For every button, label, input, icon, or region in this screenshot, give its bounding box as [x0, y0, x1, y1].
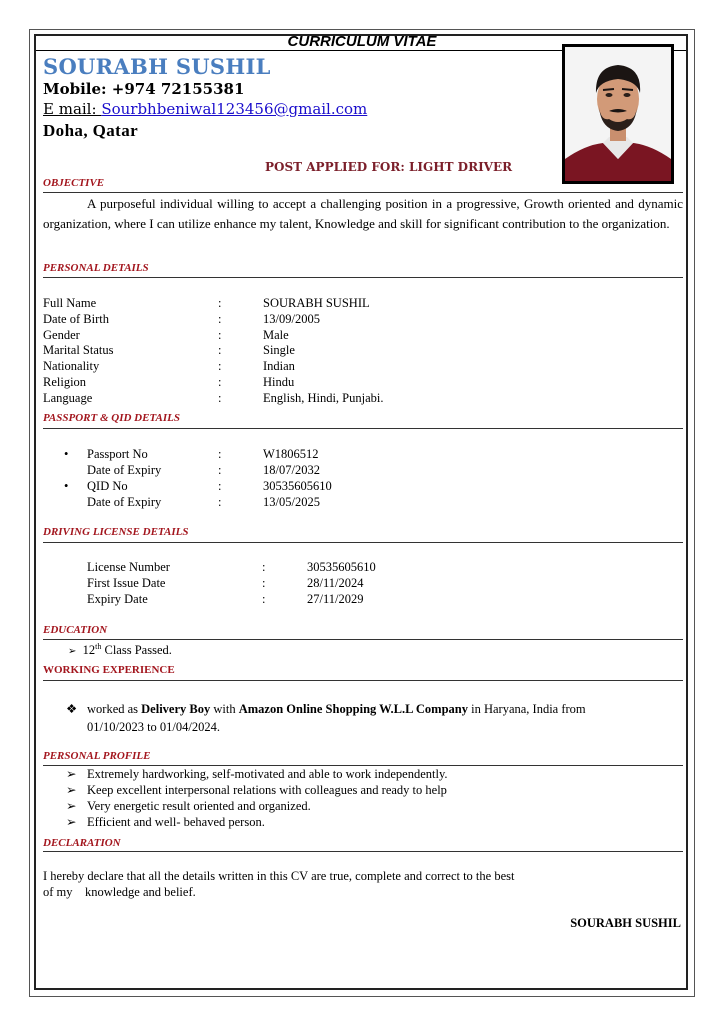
education-text: Class Passed.	[101, 643, 172, 658]
detail-value: Indian	[263, 359, 295, 374]
detail-separator: :	[218, 375, 222, 389]
detail-value: SOURABH SUSHIL	[263, 296, 370, 310]
section-heading-education: EDUCATION	[43, 624, 108, 636]
section-heading-experience: WORKING EXPERIENCE	[43, 664, 175, 676]
detail-label: License Number	[87, 560, 170, 574]
section-heading-profile: PERSONAL PROFILE	[43, 750, 151, 762]
experience-text: in Haryana, India from	[467, 702, 586, 716]
email-label: E mail:	[43, 100, 102, 118]
detail-label: First Issue Date	[87, 576, 166, 590]
detail-separator: :	[218, 495, 222, 509]
section-divider	[43, 277, 683, 278]
education-grade-suffix: th	[95, 642, 102, 651]
detail-separator: :	[218, 311, 222, 326]
detail-label: QID No	[87, 479, 128, 493]
detail-value: Hindu	[263, 375, 295, 389]
city: Doha, Qatar	[43, 121, 139, 140]
mobile-number: Mobile: +974 72155381	[43, 80, 245, 98]
experience-line-1	[87, 701, 586, 717]
detail-value: English, Hindi, Punjabi.	[263, 390, 384, 405]
detail-label: Gender	[43, 327, 80, 342]
section-heading-license: DRIVING LICENSE DETAILS	[43, 526, 189, 538]
detail-value: Single	[263, 343, 295, 358]
detail-separator: :	[218, 390, 222, 405]
profile-photo	[562, 44, 674, 184]
detail-separator: :	[218, 447, 222, 461]
detail-value: Male	[263, 327, 289, 342]
detail-label: Nationality	[43, 359, 100, 374]
section-divider	[43, 680, 683, 681]
detail-label: Date of Expiry	[87, 495, 162, 509]
detail-value: 28/11/2024	[307, 576, 364, 590]
experience-text: worked as	[87, 702, 142, 716]
profile-item: Extremely hardworking, self-motivated and able to work independently.	[87, 767, 448, 781]
detail-separator: :	[218, 327, 222, 342]
objective-text: A purposeful individual willing to accept a challenging position in a progressive, Growth oriented and dynamic organization, where I can utilize enhance my talent, Knowledge and skill for significant contribution to the organization.	[43, 196, 683, 231]
email-line	[43, 100, 367, 118]
section-divider	[43, 192, 683, 193]
detail-label: Full Name	[43, 296, 97, 310]
candidate-name: SOURABH SUSHIL	[43, 54, 271, 79]
detail-label: Passport No	[87, 447, 148, 461]
diamond-bullet-icon: ❖	[66, 702, 78, 716]
detail-separator: :	[218, 359, 222, 374]
arrow-bullet-icon: ➢	[66, 767, 77, 781]
section-heading-objective: OBJECTIVE	[43, 177, 105, 189]
education-grade: 12	[82, 643, 96, 658]
detail-label: Language	[43, 390, 93, 405]
section-divider	[43, 851, 683, 852]
arrow-bullet-icon: ➢	[68, 646, 77, 658]
detail-separator: :	[218, 296, 222, 310]
detail-value: 30535605610	[263, 479, 332, 493]
arrow-bullet-icon: ➢	[66, 783, 77, 797]
detail-value: 18/07/2032	[263, 463, 320, 477]
section-heading-declaration: DECLARATION	[43, 837, 121, 849]
profile-item: Very energetic result oriented and organized.	[87, 799, 311, 813]
profile-item: Keep excellent interpersonal relations with colleagues and ready to help	[87, 783, 447, 797]
experience-role: Delivery Boy	[141, 702, 211, 716]
detail-separator: :	[262, 592, 266, 606]
detail-value: 27/11/2029	[307, 592, 364, 606]
post-applied: POST APPLIED FOR: LIGHT DRIVER	[265, 160, 513, 174]
arrow-bullet-icon: ➢	[66, 815, 77, 829]
section-heading-passport: PASSPORT & QID DETAILS	[43, 412, 181, 424]
email-link[interactable]: Sourbhbeniwal123456@gmail.com	[101, 100, 368, 118]
detail-separator: :	[262, 576, 266, 590]
detail-separator: :	[218, 343, 222, 358]
detail-separator: :	[218, 479, 222, 493]
detail-value: 30535605610	[307, 560, 376, 574]
experience-text: with	[210, 702, 239, 716]
detail-value: W1806512	[263, 447, 319, 461]
detail-label: Expiry Date	[87, 592, 148, 606]
section-divider	[43, 542, 683, 543]
bullet-icon: •	[64, 447, 69, 461]
profile-item: Efficient and well- behaved person.	[87, 815, 265, 829]
detail-value: 13/05/2025	[263, 495, 320, 509]
detail-label: Marital Status	[43, 343, 114, 358]
education-item	[68, 639, 172, 660]
cv-title: CURRICULUM VITAE	[287, 33, 437, 50]
detail-label: Date of Expiry	[87, 463, 162, 477]
section-heading-personal: PERSONAL DETAILS	[43, 262, 149, 274]
detail-separator: :	[218, 463, 222, 477]
bullet-icon: •	[64, 479, 69, 493]
signature-name: SOURABH SUSHIL	[570, 916, 681, 930]
section-divider	[43, 428, 683, 429]
detail-value: 13/09/2005	[263, 311, 320, 326]
declaration-line-2: of my knowledge and belief.	[43, 885, 196, 899]
portrait-icon	[565, 47, 671, 181]
experience-line-2: 01/10/2023 to 01/04/2024.	[87, 720, 220, 734]
detail-label: Religion	[43, 375, 87, 389]
detail-separator: :	[262, 560, 266, 574]
declaration-line-1: I hereby declare that all the details written in this CV are true, complete and correct to the best	[43, 869, 515, 883]
detail-label: Date of Birth	[43, 311, 109, 326]
experience-company: Amazon Online Shopping W.L.L Company	[238, 702, 468, 716]
arrow-bullet-icon: ➢	[66, 799, 77, 813]
